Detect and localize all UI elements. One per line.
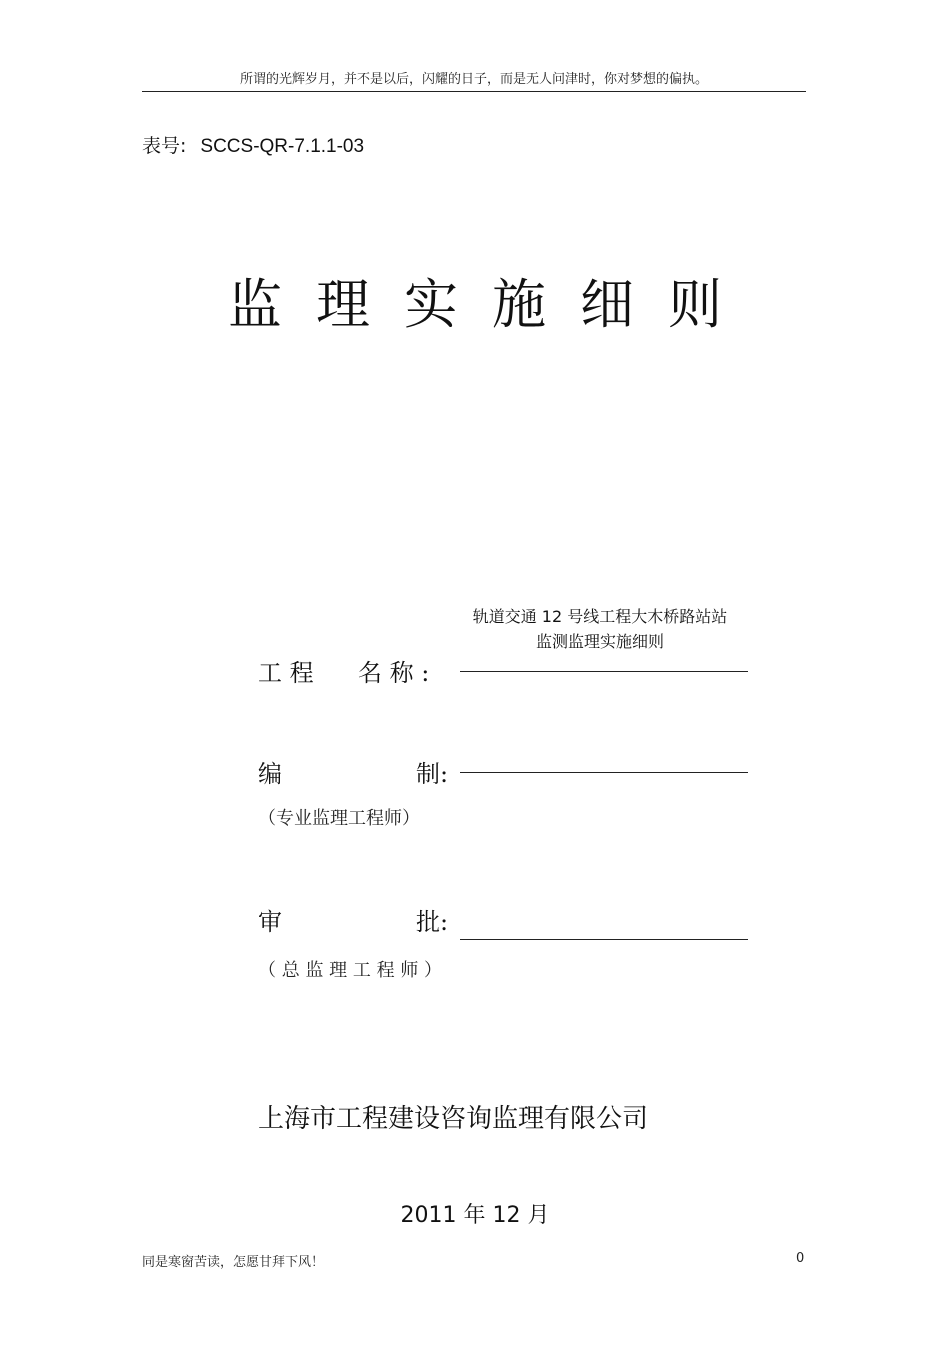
project-name-line: [460, 671, 748, 672]
form-number-code: SCCS-QR-7.1.1-03: [200, 136, 365, 157]
prepared-by-label-a: 编: [258, 760, 282, 788]
prepared-by-label-b: 制:: [416, 760, 449, 788]
company-name: 上海市工程建设咨询监理有限公司: [258, 1104, 649, 1134]
project-name-label-a: 工 程: [258, 659, 314, 687]
document-date: 2011 年 12 月: [400, 1203, 550, 1228]
project-name-line-2: 监测监理实施细则: [535, 632, 664, 651]
page-number: 0: [796, 1251, 805, 1266]
document-title: 监理实施细则: [228, 273, 756, 336]
approved-by-label-b: 批:: [416, 908, 449, 936]
project-name-value: [452, 604, 748, 654]
approved-by-label-a: 审: [258, 908, 282, 936]
approved-by-note: （ 总 监 理 工 程 师 ）: [258, 960, 443, 981]
prepared-by-line: [460, 772, 748, 773]
footer-quote: 同是寒窗苦读，怎愿甘拜下风！: [142, 1255, 325, 1270]
project-name-label-b: 名 称 :: [358, 659, 430, 687]
approved-by-line: [460, 939, 748, 940]
project-name-line-1: 轨道交通 12 号线工程大木桥路站站: [472, 607, 728, 626]
prepared-by-note: （专业监理工程师）: [258, 808, 420, 829]
header-quote: 所谓的光辉岁月，并不是以后，闪耀的日子，而是无人问津时，你对梦想的偏执。: [239, 72, 708, 87]
form-number: [142, 131, 364, 158]
form-number-label: 表号:: [142, 135, 187, 157]
header-divider: [142, 91, 806, 92]
